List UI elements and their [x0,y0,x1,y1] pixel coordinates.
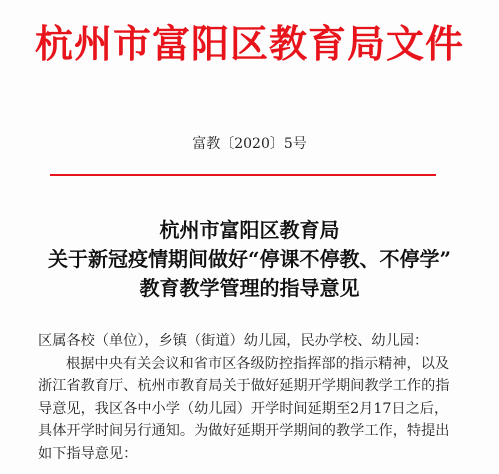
paragraph-line: 如下指导意见： [38,445,138,462]
red-divider-line [50,174,436,176]
heading-line-3: 教育教学管理的指导意见 [139,276,360,300]
document-body [38,330,468,465]
document-number: 富教〔2020〕5号 [192,136,307,152]
heading-line-1: 杭州市富阳区教育局 [159,218,340,242]
paragraph-line: 具体开学时间另行通知。为做好延期开学期间的教学工作，特提出 [38,423,450,439]
heading-line-2: 关于新冠疫情期间做好“停课不停教、不停学” [47,247,451,271]
paragraph-line: 浙江省教育厅、杭州市教育局关于做好延期开学期间教学工作的指 [38,378,450,394]
salutation: 区属各校（单位），乡镇（街道）幼儿园，民办学校、幼儿园： [38,333,429,349]
document-heading [0,216,499,303]
paragraph-line: 导意见，我区各中小学（幼儿园）开学时间延期至2月17日之后， [38,400,449,417]
issuer-title: 杭州市富阳区教育局文件 [34,21,464,66]
paragraph-line: 根据中央有关会议和省市区各级防控指挥部的指示精神，以及 [66,355,450,372]
